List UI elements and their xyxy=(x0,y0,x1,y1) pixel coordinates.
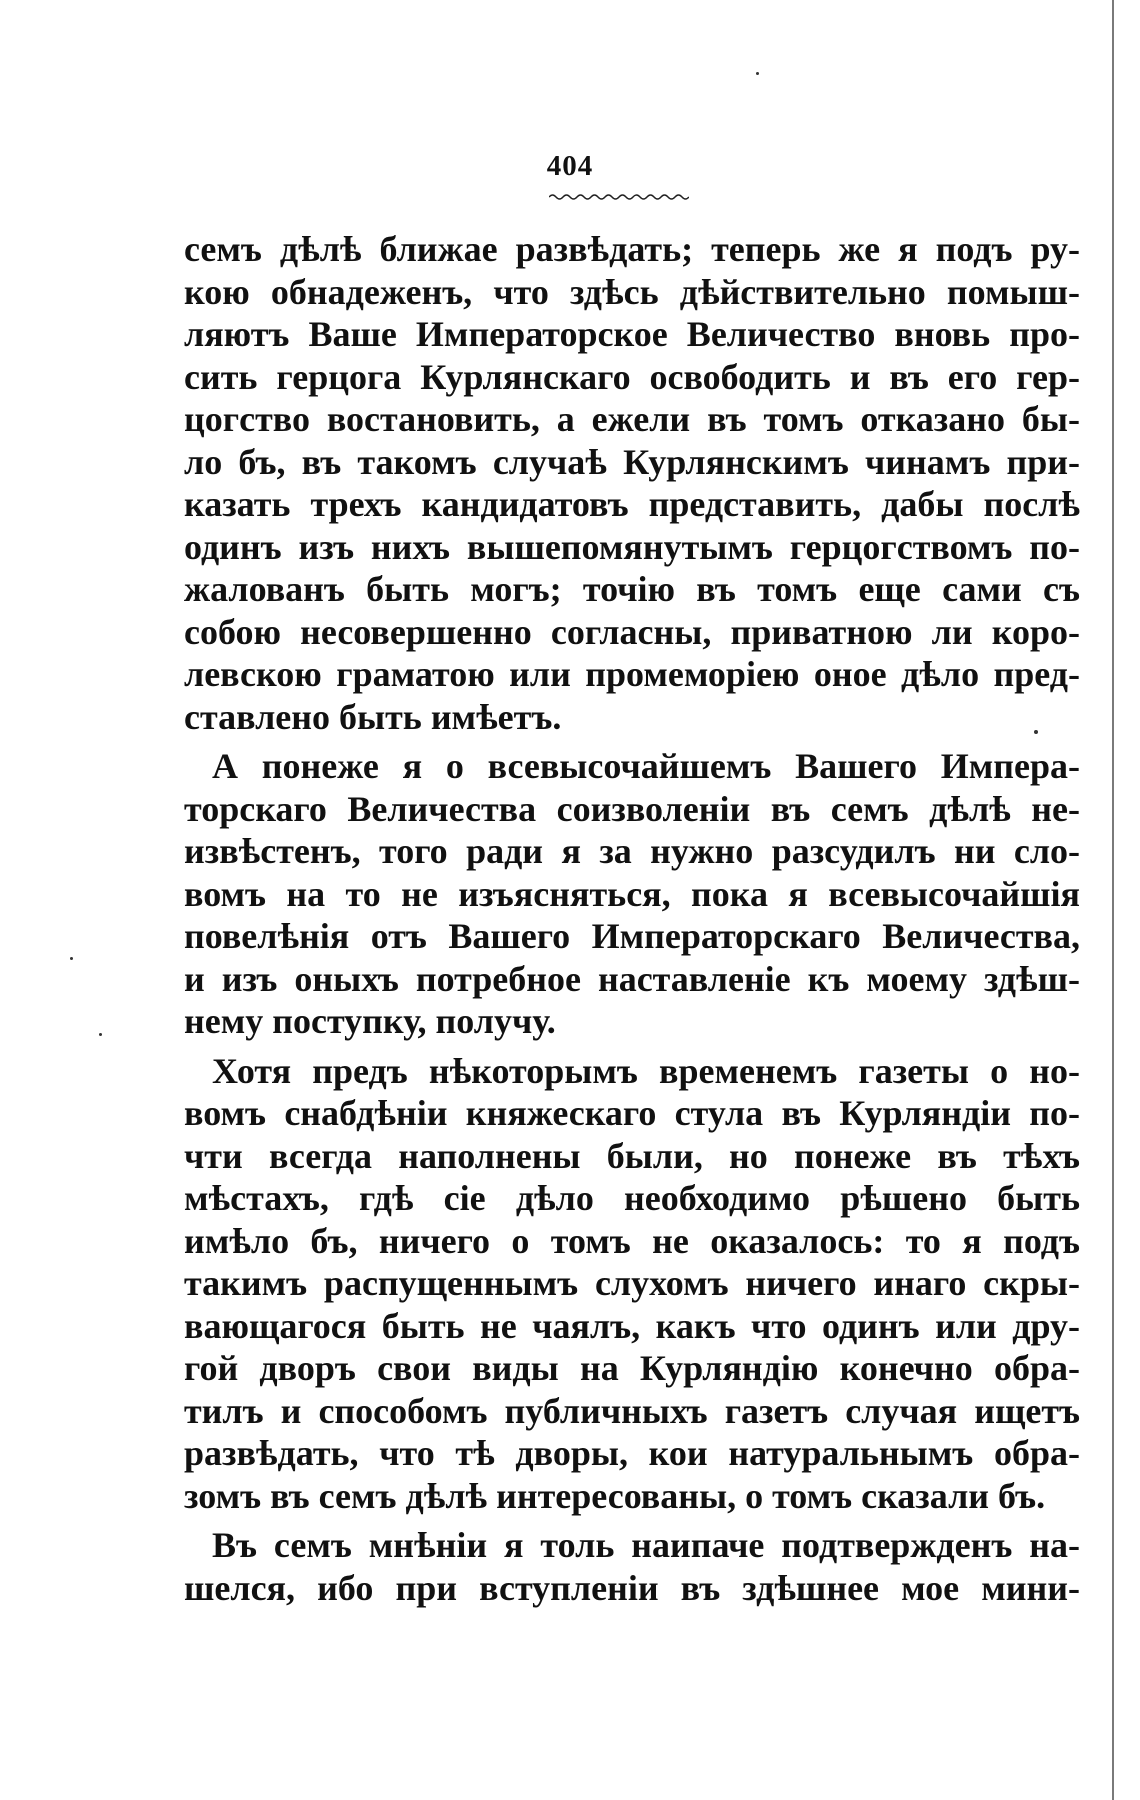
body-text xyxy=(184,228,1080,1616)
text-line: вающагося быть не чаялъ, какъ что одинъ или дру- xyxy=(184,1305,1080,1346)
text-line: имѣло бъ, ничего о томъ не оказалось: то я подъ xyxy=(184,1220,1080,1261)
text-line: Хотя предъ нѣкоторымъ временемъ газеты о но- xyxy=(212,1050,1080,1091)
text-line: семъ дѣлѣ ближае развѣдать; теперь же я подъ ру- xyxy=(184,229,1080,269)
text-line: развѣдать, что тѣ дворы, кои натуральнымъ обра- xyxy=(184,1433,1080,1473)
paragraph-1 xyxy=(184,228,1080,738)
text-line: вомъ на то не изъясняться, пока я всевысочайшія xyxy=(184,873,1080,914)
text-line: левскою граматою или промеморіею оное дѣло пред- xyxy=(184,654,1080,694)
paragraph-2 xyxy=(184,745,1080,1043)
scan-speck xyxy=(756,72,759,75)
scan-speck xyxy=(1034,730,1038,734)
paragraph-4 xyxy=(184,1524,1080,1609)
page-number-ornament-rule xyxy=(549,192,689,202)
text-line: мѣстахъ, гдѣ сіе дѣло необходимо рѣшено быть xyxy=(184,1178,1080,1218)
scan-speck xyxy=(70,957,73,960)
text-line: цогство востановить, а ежели въ томъ отказано бы- xyxy=(184,399,1080,439)
text-line: нему поступку, получу. xyxy=(184,1001,556,1041)
text-line: ло бъ, въ такомъ случаѣ Курлянскимъ чинамъ при- xyxy=(184,441,1080,482)
text-line: А понеже я о всевысочайшемъ Вашего Импера- xyxy=(212,746,1080,786)
text-line: вомъ снабдѣніи княжескаго стула въ Курляндіи по- xyxy=(184,1093,1080,1133)
text-line: и изъ оныхъ потребное наставленіе къ моему здѣш- xyxy=(184,958,1080,999)
scan-speck xyxy=(99,1033,102,1036)
text-line: одинъ изъ нихъ вышепомянутымъ герцогствомъ по- xyxy=(184,526,1080,567)
page-edge-line xyxy=(1112,0,1114,1800)
text-line: ставлено быть имѣетъ. xyxy=(184,696,562,737)
text-line: зомъ въ семъ дѣлѣ интересованы, о томъ сказали бъ. xyxy=(184,1475,1046,1516)
text-line: тилъ и способомъ публичныхъ газетъ случая ищетъ xyxy=(184,1390,1080,1431)
text-line: жалованъ быть могъ; точію въ томъ еще сами съ xyxy=(184,569,1080,609)
text-line: собою несовершенно согласны, приватною ли коро- xyxy=(184,611,1080,652)
text-line: повелѣнія отъ Вашего Императорскаго Величества, xyxy=(184,916,1080,956)
text-line: сить герцога Курлянскаго освободить и въ его гер- xyxy=(184,356,1080,397)
paragraph-3 xyxy=(184,1050,1080,1518)
text-line: кою обнадеженъ, что здѣсь дѣйствительно помыш- xyxy=(184,271,1080,312)
text-line: шелся, ибо при вступленіи въ здѣшнее мое мини- xyxy=(184,1567,1080,1608)
text-line: казать трехъ кандидатовъ представить, дабы послѣ xyxy=(184,484,1080,524)
text-line: гой дворъ свои виды на Курляндію конечно обра- xyxy=(184,1348,1080,1388)
text-line: чти всегда наполнены были, но понеже въ тѣхъ xyxy=(184,1135,1080,1176)
text-line: торскаго Величества соизволеніи въ семъ дѣлѣ не- xyxy=(184,788,1080,829)
page-number: 404 xyxy=(546,150,594,182)
text-line: ляютъ Ваше Императорское Величество вновь про- xyxy=(184,314,1080,354)
text-line: Въ семъ мнѣніи я толь наипаче подтвержденъ на- xyxy=(212,1525,1080,1565)
text-line: извѣстенъ, того ради я за нужно разсудилъ ни сло- xyxy=(184,831,1080,871)
text-line: такимъ распущеннымъ слухомъ ничего инаго скры- xyxy=(184,1263,1080,1303)
